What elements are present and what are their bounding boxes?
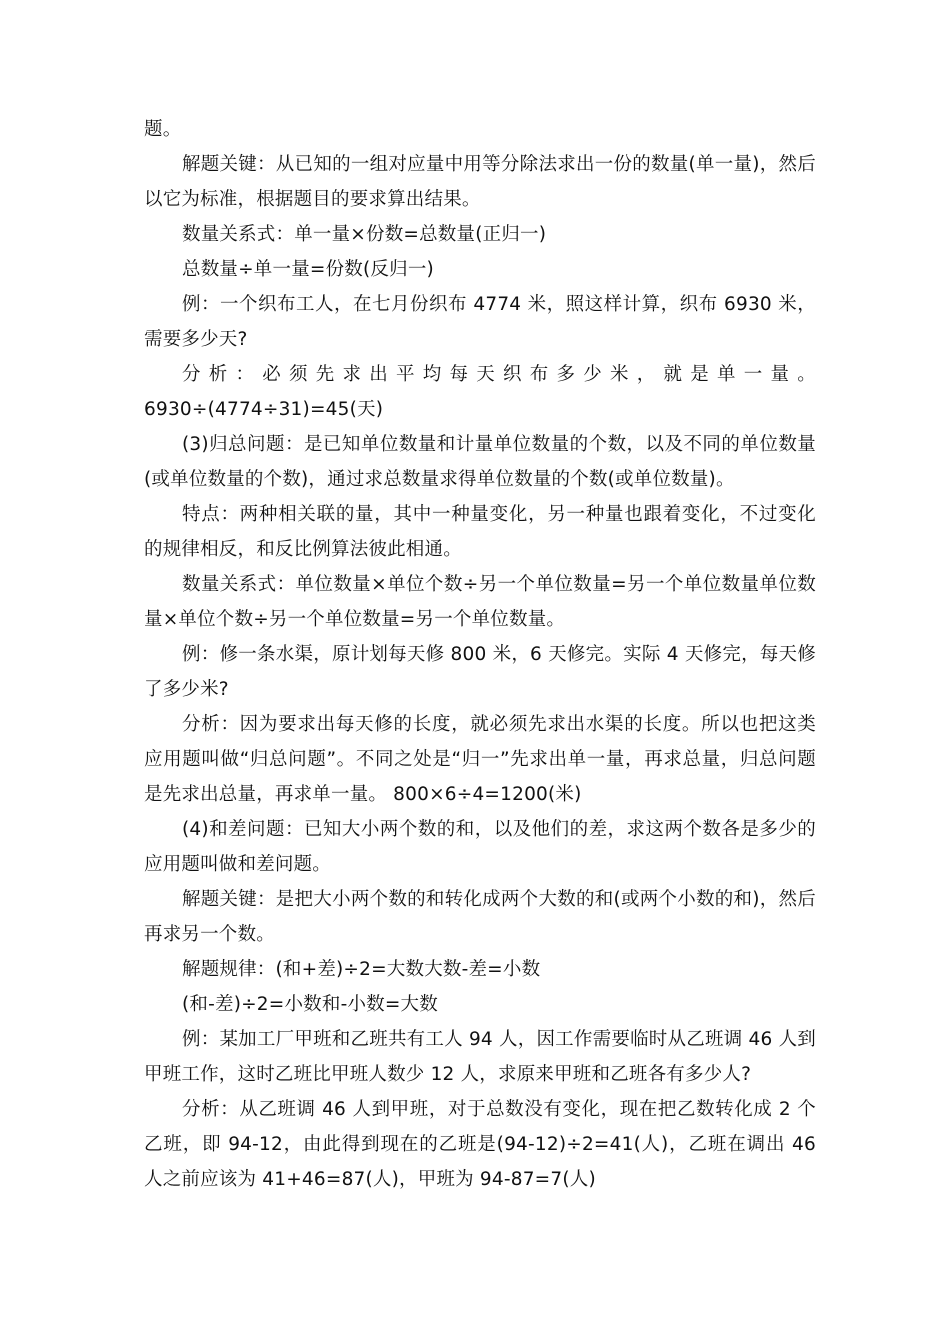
paragraph-analysis-2: 分析：因为要求出每天修的长度，就必须先求出水渠的长度。所以也把这类应用题叫做“归总问题”。不同之处是“归一”先求出单一量，再求总量，归总问题是先求出总量，再求单一量。 800×6÷4=1200(米) [144,714,816,805]
paragraph-formula-2: 总数量÷单一量=份数(反归一) [182,259,434,280]
paragraph-example-3: 例：某加工厂甲班和乙班共有工人 94 人，因工作需要临时从乙班调 46 人到甲班工作，这时乙班比甲班人数少 12 人，求原来甲班和乙班各有多少人? [144,1029,816,1085]
paragraph-analysis-3: 分析：从乙班调 46 人到甲班，对于总数没有变化，现在把乙数转化成 2 个乙班，即 94-12，由此得到现在的乙班是(94-12)÷2=41(人)，乙班在调出 46 人之前应该为 41+46=87(人)，甲班为 94-87=7(人) [144,1099,816,1190]
paragraph-example-2: 例：修一条水渠，原计划每天修 800 米，6 天修完。实际 4 天修完，每天修了多少米? [144,644,816,700]
document-body [144,112,816,1197]
paragraph-example-1: 例：一个织布工人，在七月份织布 4774 米，照这样计算，织布 6930 米，需要多少天? [144,294,816,350]
paragraph-formula-3: 数量关系式：单位数量×单位个数÷另一个单位数量=另一个单位数量单位数量×单位个数÷另一个单位数量=另一个单位数量。 [144,574,816,630]
paragraph-solution-key-2: 解题关键：是把大小两个数的和转化成两个大数的和(或两个小数的和)，然后再求另一个数。 [144,889,816,945]
paragraph-section-4: (4)和差问题：已知大小两个数的和，以及他们的差，求这两个数各是多少的应用题叫做和差问题。 [144,819,816,875]
paragraph-continuation: 题。 [144,119,182,140]
paragraph-solution-key: 解题关键：从已知的一组对应量中用等分除法求出一份的数量(单一量)，然后以它为标准，根据题目的要求算出结果。 [144,154,816,210]
paragraph-rule-2: (和-差)÷2=小数和-小数=大数 [182,994,438,1015]
paragraph-formula-1: 数量关系式：单一量×份数=总数量(正归一) [182,224,547,245]
paragraph-section-3: (3)归总问题：是已知单位数量和计量单位数量的个数，以及不同的单位数量(或单位数量的个数)，通过求总数量求得单位数量的个数(或单位数量)。 [144,434,816,490]
paragraph-rule-1: 解题规律：(和+差)÷2=大数大数-差=小数 [182,959,541,980]
paragraph-feature: 特点：两种相关联的量，其中一种量变化，另一种量也跟着变化，不过变化的规律相反，和反比例算法彼此相通。 [144,504,816,560]
paragraph-analysis-1: 分析：必须先求出平均每天织布多少米，就是单一量。 6930÷(4774÷31)=45(天) [144,364,816,420]
